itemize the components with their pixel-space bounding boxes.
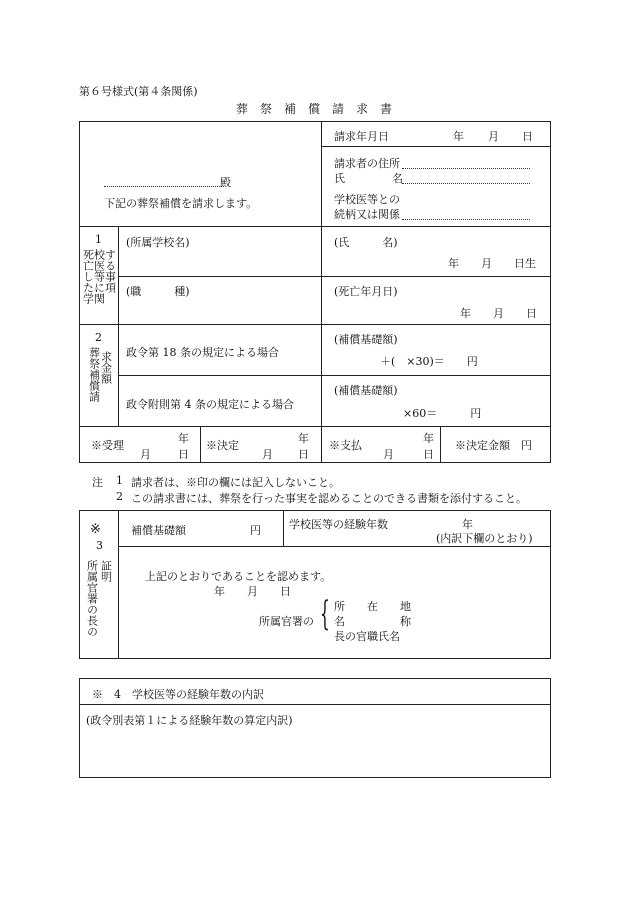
- row2-label: 政令附則第 4 条の規定による場合: [126, 398, 294, 411]
- decided-month: 月: [262, 448, 273, 461]
- request-text: 下記の葬祭補償を請求します。: [104, 197, 258, 210]
- decided-day: 日: [298, 448, 309, 461]
- paid-year: 年: [423, 432, 434, 445]
- rule: [118, 276, 551, 277]
- death-date-label: (死亡年月日): [334, 285, 398, 298]
- relation-line: [402, 219, 530, 220]
- rule: [200, 426, 201, 463]
- experience-unit: 年: [462, 518, 473, 531]
- received-year: 年: [178, 432, 189, 445]
- school-label: (所属学校名): [126, 236, 190, 249]
- certify-date: 年 月 日: [214, 585, 291, 598]
- name-label-1: 氏: [334, 172, 345, 185]
- office-name: 名 称: [334, 615, 411, 628]
- rule: [283, 510, 284, 546]
- section3-mark: ※: [90, 522, 101, 537]
- rule: [118, 226, 119, 426]
- section1-col1: 死亡した学: [81, 249, 95, 304]
- office-official: 長の官職氏名: [334, 630, 400, 643]
- received-day: 日: [178, 448, 189, 461]
- rule: [79, 226, 551, 227]
- base-amount-label: 補償基礎額: [131, 524, 186, 537]
- section1-col2: 校医等に関: [92, 249, 106, 304]
- addressee-honorific: 殿: [220, 176, 231, 189]
- rule: [118, 375, 551, 376]
- row1-label: 政令第 18 条の規定による場合: [126, 346, 279, 359]
- experience-label: 学校医等の経験年数: [289, 518, 388, 531]
- claim-date-day: 日: [522, 130, 533, 143]
- row1-base-label: (補償基礎額): [334, 333, 398, 346]
- row1-formula: ＋( ×30)＝ 円: [380, 355, 478, 368]
- rule: [118, 546, 551, 547]
- note1-number: 1: [116, 474, 123, 487]
- form-title: 葬 祭 補 償 請 求 書: [236, 102, 393, 116]
- rule: [79, 426, 551, 427]
- paid-day: 日: [423, 448, 434, 461]
- received-label: ※受理: [91, 439, 124, 452]
- section2-number: 2: [95, 331, 102, 344]
- section3-col2: 証明: [99, 560, 113, 582]
- decided-amount-label: ※決定金額 円: [455, 439, 532, 452]
- claim-date-year: 年: [453, 130, 464, 143]
- job-label: (職 種): [126, 285, 190, 298]
- office-label: 所属官署の: [259, 615, 314, 628]
- section4-title: ※ 4 学校医等の経験年数の内訳: [92, 688, 264, 701]
- section1-col3: する事項: [103, 249, 117, 293]
- base-amount-unit: 円: [250, 524, 261, 537]
- rule: [118, 510, 119, 659]
- office-location: 所 在 地: [334, 600, 411, 613]
- rule: [321, 121, 322, 463]
- section2-col1: 葬祭補償請: [87, 347, 101, 402]
- decided-label: ※決定: [206, 439, 239, 452]
- received-month: 月: [140, 448, 151, 461]
- claim-date-month: 月: [488, 130, 499, 143]
- rule: [440, 426, 441, 463]
- form-number: 第６号様式(第４条関係): [79, 85, 198, 98]
- name-line: [402, 183, 530, 184]
- deceased-name-label: (氏 名): [334, 236, 398, 249]
- addressee-line: [104, 186, 224, 187]
- section2-col2: 求金額: [99, 351, 113, 384]
- relation-label-2: 続柄又は関係: [334, 208, 400, 221]
- death-date: 年 月 日: [460, 307, 537, 320]
- relation-label-1: 学校医等との: [334, 193, 400, 206]
- note2-text: この請求書には、葬祭を行った事実を認めることのできる書類を添付すること。: [131, 492, 527, 505]
- birth-date: 年 月 日生: [448, 257, 536, 270]
- section1-number: 1: [95, 233, 102, 246]
- name-label-2: 名: [392, 172, 403, 185]
- paid-month: 月: [383, 448, 394, 461]
- claim-date-label: 請求年月日: [334, 130, 389, 143]
- certify-text: 上記のとおりであることを認めます。: [145, 570, 332, 583]
- paid-label: ※支払: [329, 439, 362, 452]
- brace-glyph: {: [320, 594, 330, 634]
- address-label: 請求者の住所: [334, 157, 400, 170]
- section3-number: 3: [96, 539, 103, 552]
- section4-subtitle: (政令別表第１による経験年数の算定内訳): [86, 714, 293, 727]
- rule: [79, 704, 551, 705]
- experience-note: (内訳下欄のとおり): [436, 532, 533, 545]
- decided-year: 年: [298, 432, 309, 445]
- row2-base-label: (補償基礎額): [334, 384, 398, 397]
- note1-text: 請求者は、※印の欄には記入しないこと。: [131, 476, 340, 489]
- rule: [321, 146, 551, 147]
- section3-col1: 所属官署の長の: [85, 560, 99, 637]
- notes-mark: 注: [92, 476, 103, 489]
- rule: [79, 324, 551, 325]
- note2-number: 2: [116, 490, 123, 503]
- address-line: [402, 168, 530, 169]
- row2-formula: ×60＝ 円: [403, 407, 482, 420]
